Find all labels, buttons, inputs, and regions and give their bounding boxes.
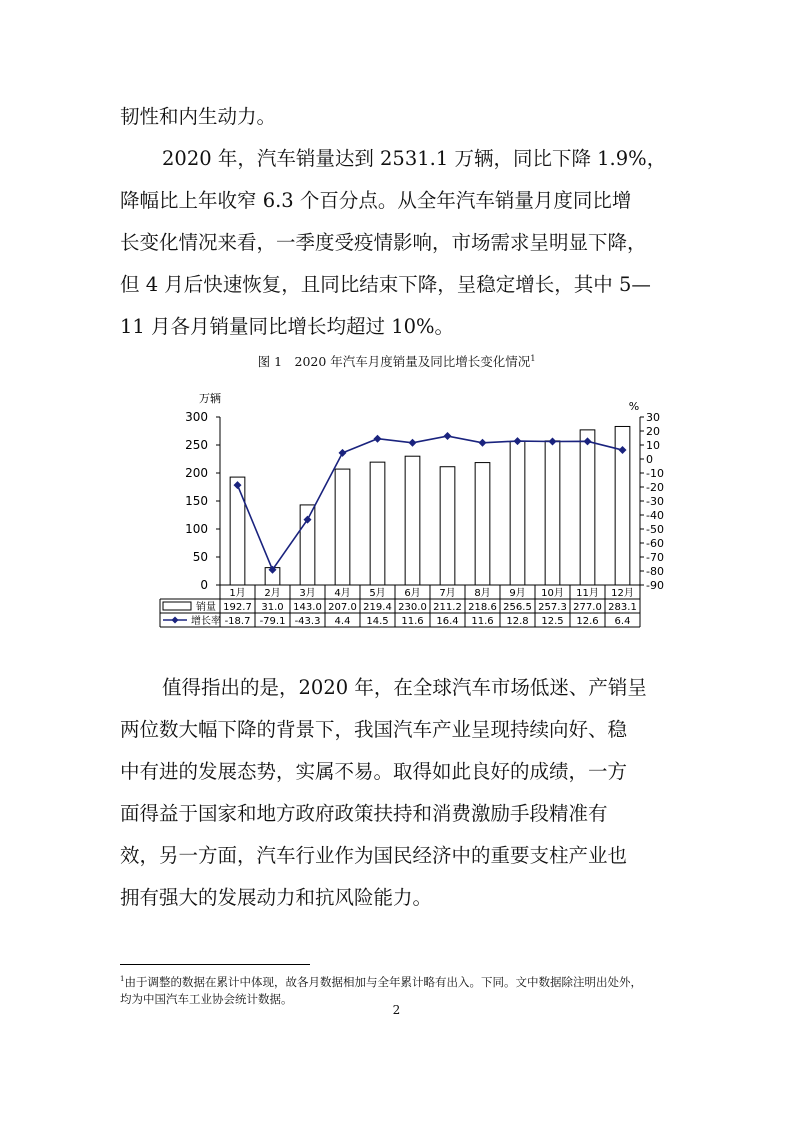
caption-note-mark: 1	[530, 353, 536, 363]
text-line: 拥有强大的发展动力和抗风险能力。	[120, 886, 433, 909]
footnote-divider	[120, 964, 310, 965]
x-tick-label: 12月	[611, 588, 634, 599]
line-value-label: 14.5	[366, 616, 389, 627]
text-line: 面得益于国家和地方政府政策扶持和消费激励手段精准有	[120, 802, 608, 825]
bar-value-label: 283.1	[608, 602, 637, 613]
y2-tick-label: -70	[646, 551, 664, 564]
x-tick-label: 8月	[474, 588, 491, 599]
bar-value-label: 256.5	[503, 602, 532, 613]
bar	[440, 467, 455, 585]
caption-text: 图 1 2020 年汽车月度销量及同比增长变化情况	[257, 354, 531, 369]
bar-value-label: 257.3	[538, 602, 567, 613]
bar	[510, 441, 525, 585]
paragraph-3	[120, 667, 675, 919]
text-line: 长变化情况来看，一季度受疫情影响，市场需求呈明显下降，	[120, 231, 647, 254]
text-line: 效，另一方面，汽车行业作为国民经济中的重要支柱产业也	[120, 844, 628, 867]
y-tick-label: 50	[192, 550, 208, 564]
sales-chart	[150, 390, 664, 640]
line-value-label: -79.1	[259, 616, 286, 627]
footnote-line-2: 均为中国汽车工业协会统计数据。	[120, 991, 293, 1006]
bar-value-label: 31.0	[261, 602, 284, 613]
line-value-label: -18.7	[224, 616, 251, 627]
growth-rate-point	[374, 435, 382, 443]
text-line: 降幅比上年收窄 6.3 个百分点。从全年汽车销量月度同比增	[120, 189, 632, 212]
bar	[230, 477, 245, 585]
page-number: 2	[392, 1003, 401, 1017]
y-tick-label: 300	[185, 410, 208, 424]
x-tick-label: 5月	[369, 588, 386, 599]
legend-line-label: 增长率	[191, 616, 221, 627]
line-value-label: -43.3	[294, 616, 321, 627]
bar-value-label: 219.4	[363, 602, 392, 613]
growth-rate-point	[444, 432, 452, 440]
footnote-mark: 1	[120, 975, 125, 983]
growth-rate-line	[238, 436, 623, 570]
text-line: 韧性和内生动力。	[120, 105, 277, 128]
text-line: 2020 年，汽车销量达到 2531.1 万辆，同比下降 1.9%，	[162, 147, 667, 170]
bar	[545, 441, 560, 585]
text-line: 两位数大幅下降的背景下，我国汽车产业呈现持续向好、稳	[120, 718, 628, 741]
bar	[370, 462, 385, 585]
line-value-label: 4.4	[334, 616, 351, 627]
legend-line-marker	[172, 617, 179, 624]
y-tick-label: 200	[185, 466, 208, 480]
bar-value-label: 207.0	[328, 602, 357, 613]
text-line: 11 月各月销量同比增长均超过 10%。	[120, 315, 455, 338]
y-axis-title: 万辆	[199, 392, 221, 405]
y-tick-label: 150	[185, 494, 208, 508]
paragraph-1	[120, 96, 675, 138]
text-line: 但 4 月后快速恢复，且同比结束下降，呈稳定增长，其中 5—	[120, 273, 651, 296]
x-tick-label: 7月	[439, 588, 456, 599]
y2-tick-label: -30	[646, 495, 664, 508]
y-tick-label: 250	[185, 438, 208, 452]
text-line: 值得指出的是，2020 年，在全球汽车市场低迷、产销呈	[162, 676, 647, 699]
y2-tick-label: 0	[646, 453, 653, 466]
x-tick-label: 3月	[299, 588, 316, 599]
bar-value-label: 277.0	[573, 602, 602, 613]
y2-tick-label: -60	[646, 537, 664, 550]
line-value-label: 12.6	[576, 616, 599, 627]
footnote-line-1: 由于调整的数据在累计中体现，故各月数据相加与全年累计略有出入。下同。文中数据除注明出处外，	[124, 974, 642, 989]
line-value-label: 16.4	[436, 616, 459, 627]
growth-rate-point	[409, 439, 417, 447]
y2-tick-label: 10	[646, 439, 660, 452]
x-tick-label: 9月	[509, 588, 526, 599]
y2-tick-label: -40	[646, 509, 664, 522]
line-value-label: 12.8	[506, 616, 529, 627]
paragraph-2	[120, 138, 675, 348]
bar	[580, 430, 595, 585]
bar	[475, 463, 490, 585]
y2-tick-label: -50	[646, 523, 664, 536]
y2-tick-label: -20	[646, 481, 664, 494]
bar-value-label: 230.0	[398, 602, 427, 613]
line-value-label: 12.5	[541, 616, 564, 627]
growth-rate-point	[339, 449, 347, 457]
x-tick-label: 1月	[229, 588, 246, 599]
bar	[405, 456, 420, 585]
x-tick-label: 2月	[264, 588, 281, 599]
bar	[335, 469, 350, 585]
x-tick-label: 4月	[334, 588, 351, 599]
y2-tick-label: 20	[646, 425, 660, 438]
bar-value-label: 218.6	[468, 602, 497, 613]
y2-axis-title: %	[628, 400, 640, 413]
y2-tick-label: -10	[646, 467, 664, 480]
bar-value-label: 211.2	[433, 602, 462, 613]
y2-tick-label: 30	[646, 411, 660, 424]
legend-bar-label: 销量	[196, 602, 216, 613]
growth-rate-point	[479, 439, 487, 447]
y-tick-label: 0	[200, 578, 208, 592]
bar-value-label: 192.7	[223, 602, 252, 613]
y2-tick-label: -80	[646, 565, 664, 578]
y2-tick-label: -90	[646, 579, 664, 592]
y-tick-label: 100	[185, 522, 208, 536]
line-value-label: 6.4	[614, 616, 631, 627]
x-tick-label: 10月	[541, 588, 564, 599]
line-value-label: 11.6	[401, 616, 424, 627]
text-line: 中有进的发展态势，实属不易。取得如此良好的成绩，一方	[120, 760, 628, 783]
x-tick-label: 6月	[404, 588, 421, 599]
legend-bar-key	[163, 602, 191, 610]
figure-caption	[0, 352, 793, 370]
x-tick-label: 11月	[576, 588, 599, 599]
line-value-label: 11.6	[471, 616, 494, 627]
bar-value-label: 143.0	[293, 602, 322, 613]
